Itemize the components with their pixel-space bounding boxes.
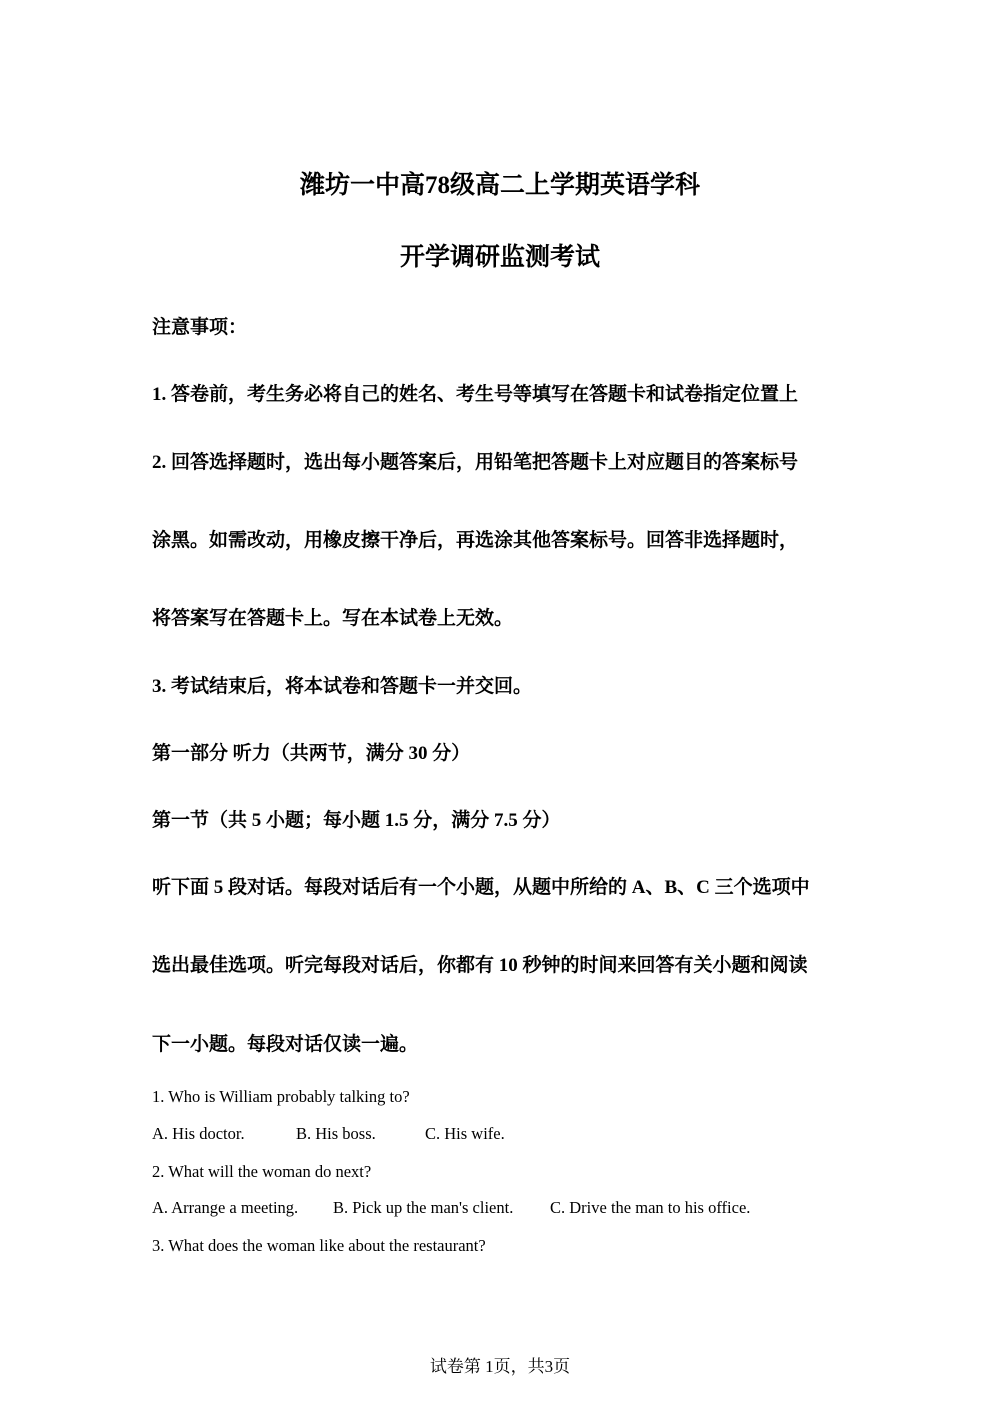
- part-one-heading: 第一部分 听力（共两节，满分 30 分）: [152, 743, 471, 764]
- notes-item-2-line-1: 2. 回答选择题时，选出每小题答案后，用铅笔把答题卡上对应题目的答案标号: [152, 452, 799, 473]
- question-2-option-b: B. Pick up the man's client.: [333, 1198, 514, 1217]
- exam-title-line1: 潍坊一中高78级高二上学期英语学科: [299, 172, 700, 199]
- notes-item-2-line-2: 涂黑。如需改动，用橡皮擦干净后，再选涂其他答案标号。回答非选择题时，: [152, 530, 799, 551]
- exam-title-line2: 开学调研监测考试: [399, 244, 600, 271]
- question-3-stem: 3. What does the woman like about the restaurant?: [152, 1236, 486, 1255]
- instructions-line-1: 听下面 5 段对话。每段对话后有一个小题，从题中所给的 A、B、C 三个选项中: [152, 877, 810, 898]
- notes-item-3: 3. 考试结束后，将本试卷和答题卡一并交回。: [152, 676, 533, 697]
- question-1-option-c: C. His wife.: [425, 1124, 505, 1143]
- section-one-heading: 第一节（共 5 小题；每小题 1.5 分，满分 7.5 分）: [152, 810, 561, 831]
- question-1-stem: 1. Who is William probably talking to?: [152, 1087, 410, 1106]
- notes-item-1: 1. 答卷前，考生务必将自己的姓名、考生号等填写在答题卡和试卷指定位置上: [152, 384, 799, 405]
- question-2-option-a: A. Arrange a meeting.: [152, 1198, 299, 1217]
- question-1-option-a: A. His doctor.: [152, 1124, 245, 1143]
- notes-item-2-line-3: 将答案写在答题卡上。写在本试卷上无效。: [152, 608, 514, 629]
- instructions-line-2: 选出最佳选项。听完每段对话后，你都有 10 秒钟的时间来回答有关小题和阅读: [152, 955, 808, 976]
- instructions-line-3: 下一小题。每段对话仅读一遍。: [152, 1034, 419, 1055]
- question-2-option-c: C. Drive the man to his office.: [550, 1198, 751, 1217]
- notes-heading: 注意事项：: [152, 317, 248, 338]
- page-footer: 试卷第 1页，共3页: [429, 1357, 571, 1376]
- question-1-option-b: B. His boss.: [296, 1124, 376, 1143]
- question-2-stem: 2. What will the woman do next?: [152, 1162, 372, 1181]
